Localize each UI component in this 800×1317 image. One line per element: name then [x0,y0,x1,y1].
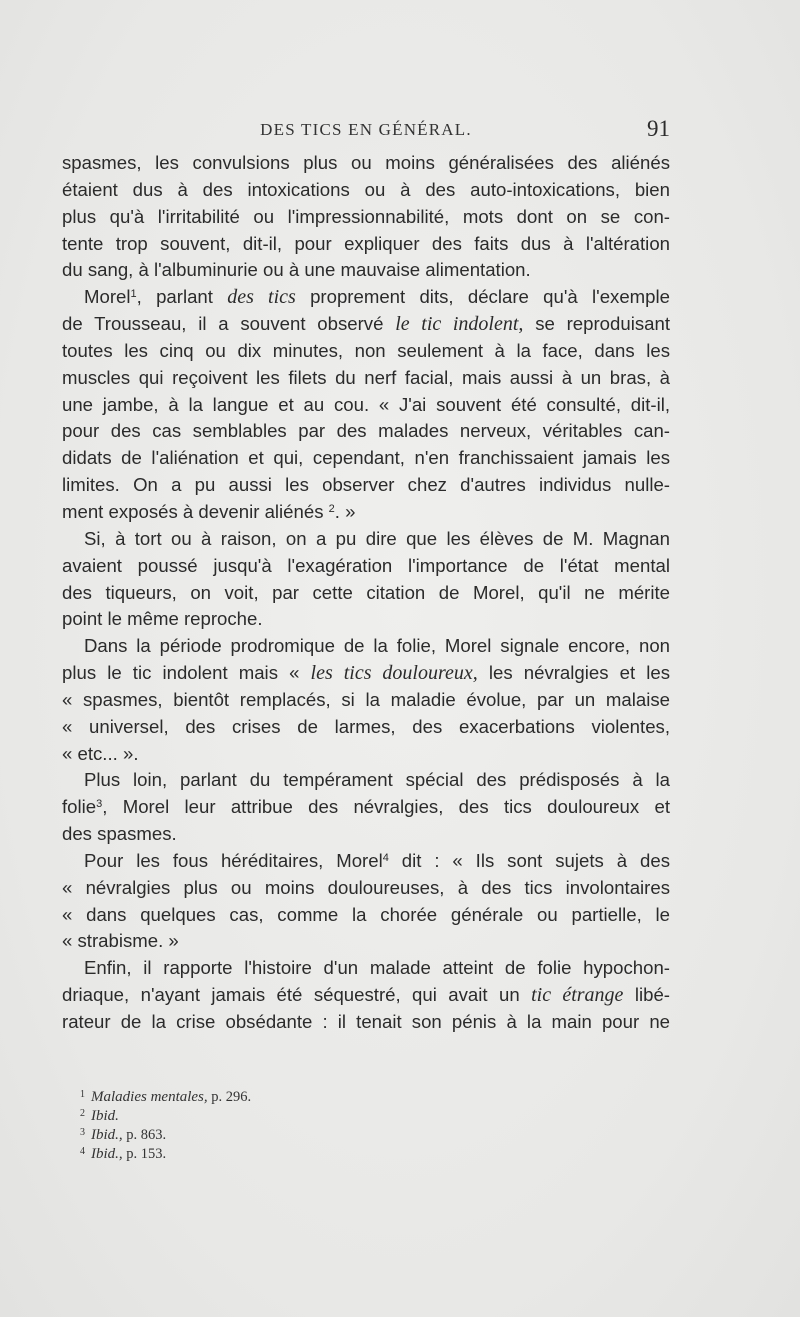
text-line: « strabisme. » [62,930,179,952]
text-line: Dans la période prodromique de la folie, Morel signale encore, non [84,635,670,657]
text-line: Enfin, il rapporte l'histoire d'un malade atteint de folie hypochon- [84,957,670,979]
text-line: limites. On a pu aussi les observer chez d'autres individus nulle- [62,474,670,496]
text-line: de Trousseau, il a souvent observé le tic indolent, se reproduisant [62,313,670,336]
paragraph-6 [62,848,670,955]
text-line: Morel$^1$, parlant des tics proprement dits, déclare qu'à l'exemple [84,286,670,309]
text-line: des tiqueurs, on voit, par cette citation de Morel, qu'il ne mérite [62,581,670,603]
text-line: une jambe, à la langue et au cou. « J'ai souvent été consulté, dit-il, [62,393,670,415]
text-line: muscles qui reçoivent les filets du nerf facial, mais aussi à un bras, à [62,366,670,388]
footnote-ref: 2 [328,502,335,515]
page-number: 91 [647,116,670,141]
text-line: avaient poussé jusqu'à l'exagération l'importance de l'état mental [62,554,670,576]
text-line: toutes les cinq ou dix minutes, non seulement à la face, dans les [62,339,670,361]
footnote-ref: 4 [382,851,389,864]
text-line: plus qu'à l'irritabilité ou l'impressionnabilité, mots dont on se con- [62,205,670,227]
text-line: des spasmes. [62,823,177,845]
paragraph-7 [62,955,670,1036]
text-line: « spasmes, bientôt remplacés, si la maladie évolue, par un malaise [62,688,670,710]
paragraph-2 [62,284,670,526]
footnote: $^4$ Ibid., p. 153. [80,1146,167,1162]
footnote-ref: 3 [96,798,103,811]
footnotes [80,1088,380,1164]
text-line: ment exposés à devenir aliénés $^2$. » [62,500,356,522]
text-line: « etc... ». [62,742,139,764]
footnote: $^1$ Maladies mentales, p. 296. [80,1089,252,1105]
body-text [62,150,670,1036]
paragraph-1 [62,150,670,284]
text-line: didats de l'aliénation et qui, cependant, n'en franchissaient jamais les [62,447,670,469]
text-line: rateur de la crise obsédante : il tenait son pénis à la main pour ne [62,1011,670,1032]
text-line: du sang, à l'albuminurie ou à une mauvaise alimentation. [62,259,531,281]
text-line: « névralgies plus ou moins douloureuses, à des tics involontaires [62,876,670,898]
paragraph-4 [62,633,670,767]
footnote: $^2$ Ibid. [80,1108,119,1124]
footnote: $^3$ Ibid., p. 863. [80,1127,167,1143]
text-line: « universel, des crises de larmes, des exacerbations violentes, [62,715,670,737]
running-title: DES TICS EN GÉNÉRAL. [260,120,472,139]
text-line: Plus loin, parlant du tempérament spécial des prédisposés à la [84,769,670,791]
text-line: tente trop souvent, dit-il, pour expliquer des faits dus à l'altération [62,232,670,254]
page-header [62,116,670,146]
text-line: « dans quelques cas, comme la chorée générale ou partielle, le [62,903,670,925]
text-line: pour des cas semblables par des malades nerveux, véritables can- [62,420,670,442]
text-line: Si, à tort ou à raison, on a pu dire que les élèves de M. Magnan [84,527,670,549]
text-line: folie$^3$, Morel leur attribue des névralgies, des tics douloureux et [62,796,670,818]
text-line: plus le tic indolent mais « les tics douloureux, les névralgies et les [62,662,671,685]
text-line: étaient dus à des intoxications ou à des auto-intoxications, bien [62,178,670,200]
text-line: point le même reproche. [62,608,263,630]
paragraph-5 [62,767,670,848]
text-line: Pour les fous héréditaires, Morel$^4$ dit : « Ils sont sujets à des [84,849,670,871]
text-line: driaque, n'ayant jamais été séquestré, qui avait un tic étrange libé- [62,984,670,1007]
footnote-ref: 1 [130,288,137,301]
paragraph-3 [62,526,670,633]
text-line: spasmes, les convulsions plus ou moins généralisées des aliénés [62,152,670,173]
